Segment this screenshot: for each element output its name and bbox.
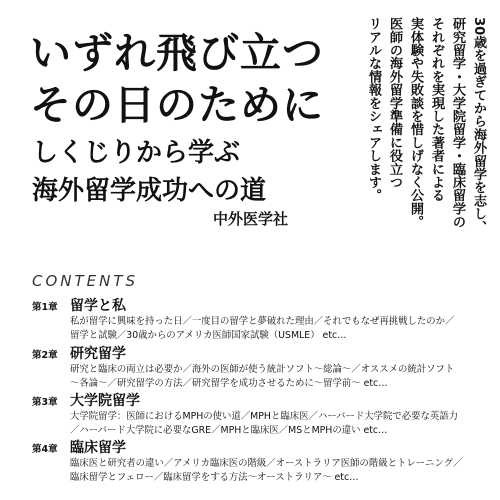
title-line-1: いずれ飛び立つ	[30, 29, 324, 77]
chapter-number: 第2章	[32, 350, 58, 361]
vertical-line: 医師の海外留学準備に役立つ	[387, 17, 402, 189]
vertical-line: 30歳を過ぎてから海外留学を志し、	[471, 17, 486, 234]
publisher-name: 中外医学社	[213, 210, 289, 228]
chapter-description-line: 留学と試験／30歳からのアメリカ医師国家試験（USMLE） etc…	[70, 330, 347, 341]
chapter-description-line: 臨床医と研究者の違い／アメリカ臨床医の階級／オーストラリア医師の階級とトレーニング／	[70, 458, 463, 469]
chapter-entry	[32, 390, 482, 438]
subtitle-line-2: 海外留学成功への道	[32, 176, 267, 206]
chapter-title: 大学院留学	[70, 393, 140, 409]
chapter-number: 第3章	[32, 397, 58, 408]
chapter-description-line: ／ハーバード大学院に必要なGRE／MPHと臨床医／MSとMPHの違い etc…	[70, 425, 388, 436]
vertical-line: 研究留学・大学院留学・臨床留学の	[450, 17, 465, 229]
chapter-title: 留学と私	[70, 298, 126, 314]
chapter-entry	[32, 343, 482, 391]
chapter-number: 第1章	[32, 302, 58, 313]
chapter-entry	[32, 295, 482, 343]
chapter-description-line: 大学院留学：医師におけるMPHの使い道／MPHと臨床医／ハーバード大学院で必要な英語力	[70, 411, 458, 422]
chapter-description-line: 臨床留学とフェロー／臨床留学をする方法～オーストラリア～ etc…	[70, 472, 359, 483]
chapter-description-line: 私が留学に興味を持った日／一度目の留学と夢破れた理由／それでもなぜ再挑戦したのか／	[70, 316, 455, 327]
vertical-description	[365, 17, 486, 239]
chapter-title: 臨床留学	[70, 440, 126, 456]
chapter-description-line: ～各論～／研究留学の方法／研究留学を成功させるために～留学前～ etc…	[70, 378, 388, 389]
title-line-2: その日のために	[30, 81, 324, 129]
chapter-number: 第4章	[32, 444, 58, 455]
contents-heading: CONTENTS	[32, 272, 139, 290]
chapter-entry	[32, 437, 482, 485]
vertical-line: それぞれを実現した著者による	[429, 17, 444, 202]
chapter-title: 研究留学	[70, 346, 126, 362]
subtitle-line-1: しくじりから学ぶ	[32, 138, 241, 168]
vertical-line: 実体験や失敗談を惜しげなく公開。	[408, 17, 423, 229]
chapter-description-line: 研究と臨床の両立は必要か／海外の医師が使う統計ソフト～総論～／オススメの統計ソフト	[70, 364, 455, 375]
vertical-line: リアルな情報をシェアします。	[366, 17, 381, 202]
